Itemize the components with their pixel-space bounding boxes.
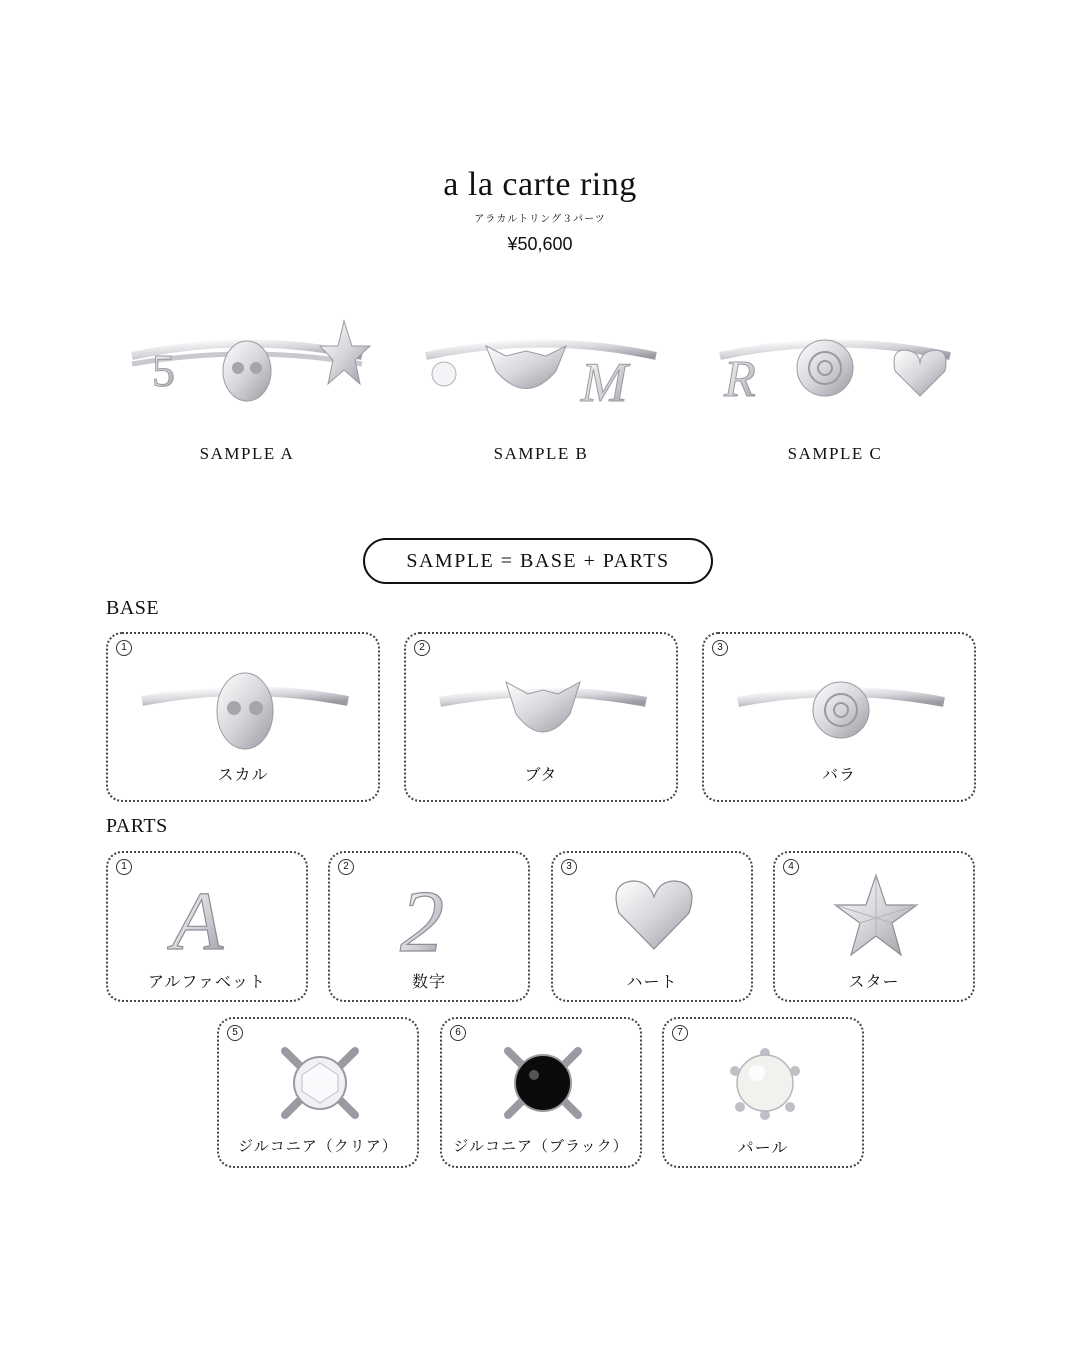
base-label-3: バラ xyxy=(821,765,856,784)
sample-c-ring-image xyxy=(710,316,960,416)
price: ¥50,600 xyxy=(507,234,573,254)
base-card-skull xyxy=(106,632,380,802)
parts-card-black-zirconia xyxy=(440,1017,642,1168)
sample-a-ring-image xyxy=(122,316,372,416)
parts-heading: PARTS xyxy=(106,815,168,837)
number-2-icon xyxy=(386,871,476,961)
page-title: a la carte ring xyxy=(443,166,637,203)
base-card-pig xyxy=(404,632,678,802)
parts-card-heart xyxy=(551,851,753,1002)
star-icon xyxy=(831,871,921,961)
sample-b-ring-image xyxy=(416,316,666,416)
letter-a-icon xyxy=(164,871,254,961)
black-zirconia-icon xyxy=(498,1041,588,1125)
page-subtitle: アラカルトリング３パーツ xyxy=(474,214,606,225)
skull-ring-icon xyxy=(138,656,352,756)
parts-num-1: 1 xyxy=(116,859,132,875)
sample-c-label: SAMPLE C xyxy=(787,444,883,463)
base-label-2: ブタ xyxy=(524,765,558,784)
parts-label-1: アルファベット xyxy=(147,972,267,991)
rose-ring-icon xyxy=(734,662,948,752)
base-num-2: 2 xyxy=(414,640,430,656)
svg-text:M: M xyxy=(581,352,628,414)
base-heading: BASE xyxy=(106,597,160,619)
parts-label-2: 数字 xyxy=(411,972,446,991)
parts-label-3: ハート xyxy=(626,972,678,991)
parts-label-4: スター xyxy=(848,972,900,991)
parts-card-star xyxy=(773,851,975,1002)
pearl-icon xyxy=(720,1041,810,1125)
svg-text:5: 5 xyxy=(152,345,175,396)
formula-badge: SAMPLE = BASE + PARTS xyxy=(363,538,713,584)
sample-a-label: SAMPLE A xyxy=(199,444,295,463)
svg-text:R: R xyxy=(724,351,756,408)
sample-b-label: SAMPLE B xyxy=(493,444,589,463)
parts-card-clear-zirconia xyxy=(217,1017,419,1168)
svg-text:A: A xyxy=(172,875,224,961)
parts-card-pearl xyxy=(662,1017,864,1168)
base-num-1: 1 xyxy=(116,640,132,656)
parts-num-5: 5 xyxy=(227,1025,243,1041)
parts-num-2: 2 xyxy=(338,859,354,875)
pig-ring-icon xyxy=(436,662,650,752)
base-label-1: スカル xyxy=(217,765,269,784)
parts-label-5: ジルコニア（クリア） xyxy=(238,1137,398,1155)
parts-num-3: 3 xyxy=(561,859,577,875)
parts-card-alphabet xyxy=(106,851,308,1002)
parts-num-6: 6 xyxy=(450,1025,466,1041)
base-card-rose xyxy=(702,632,976,802)
parts-num-7: 7 xyxy=(672,1025,688,1041)
clear-zirconia-icon xyxy=(275,1041,365,1125)
parts-label-7: パール xyxy=(737,1138,789,1157)
base-num-3: 3 xyxy=(712,640,728,656)
parts-num-4: 4 xyxy=(783,859,799,875)
parts-label-6: ジルコニア（ブラック） xyxy=(453,1137,629,1155)
svg-text:2: 2 xyxy=(400,874,444,961)
heart-icon xyxy=(609,875,699,955)
parts-card-number xyxy=(328,851,530,1002)
